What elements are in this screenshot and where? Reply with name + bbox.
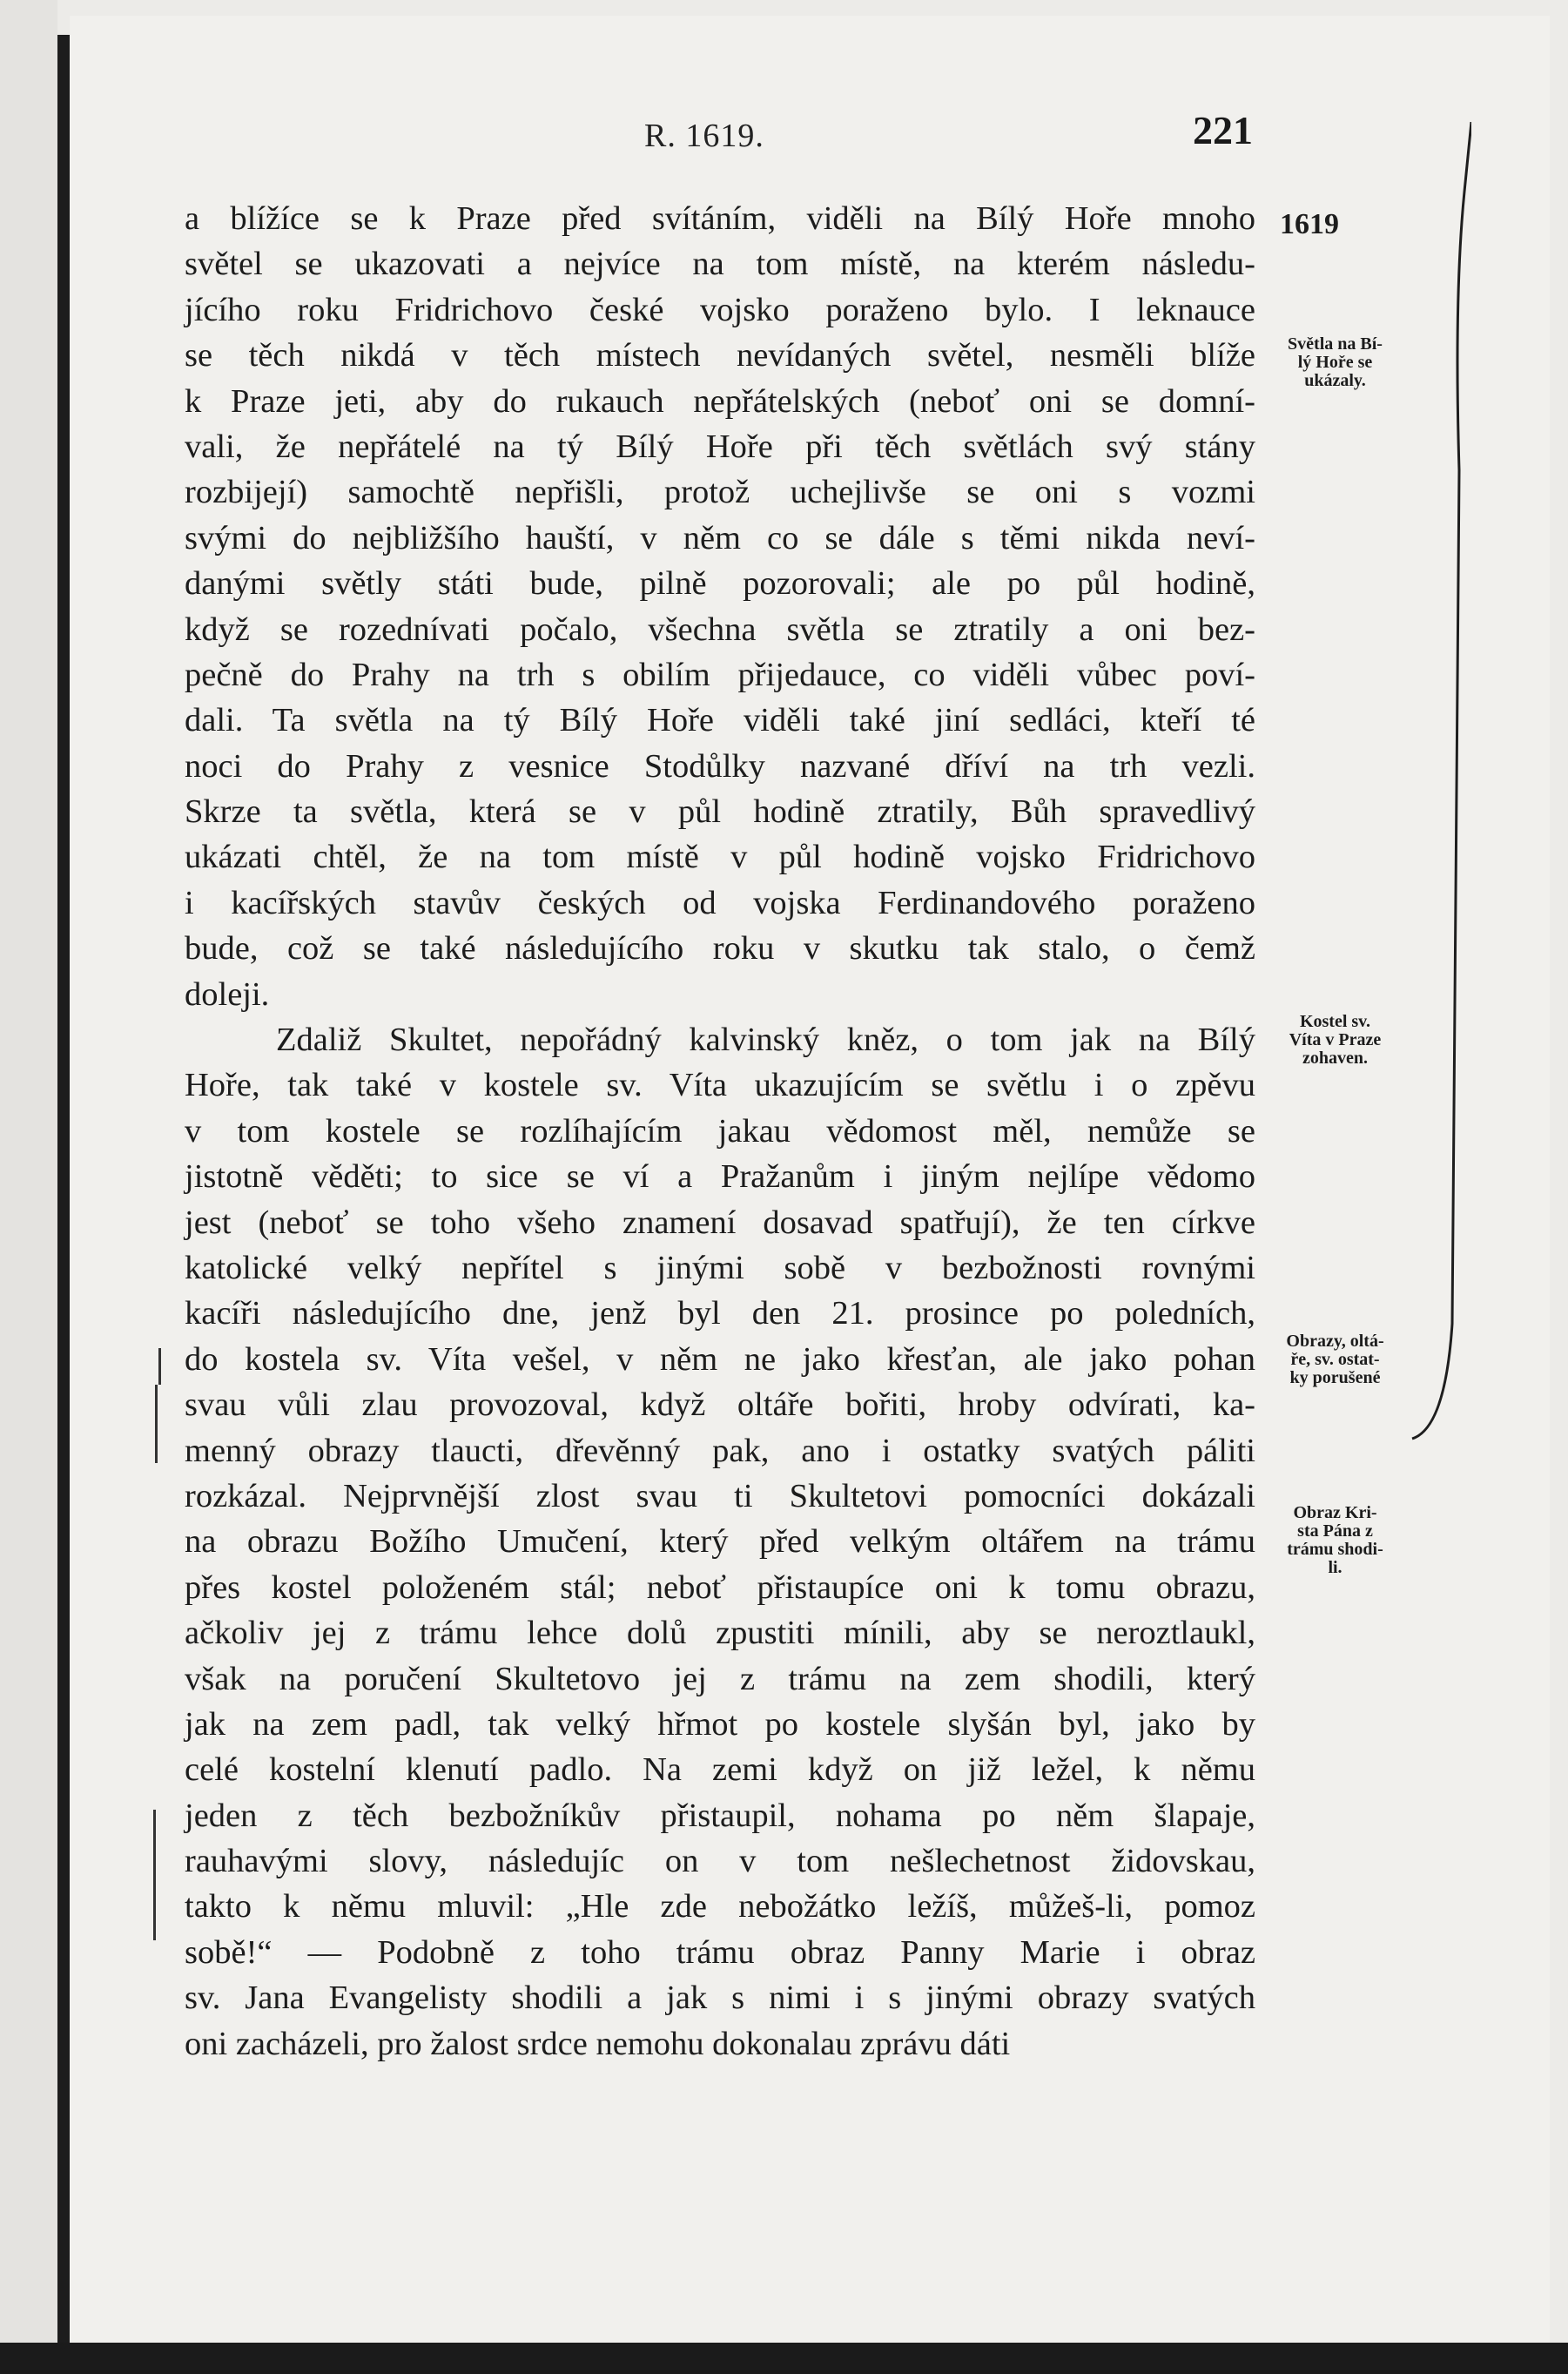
running-head: R. 1619.: [644, 118, 764, 154]
text-line: ačkoliv jej z trámu lehce dolů zpustiti mínili, aby se neroztlaukl,: [185, 1615, 1255, 1652]
text-line: danými světly státi bude, pilně pozorovali; ale po půl hodině,: [185, 565, 1255, 603]
pencil-mark: [158, 1348, 161, 1385]
text-line: jest (neboť se toho všeho znamení dosavad spatřují), že ten církve: [185, 1204, 1255, 1241]
text-line: Hoře, tak také v kostele sv. Víta ukazujícím se světlu i o zpěvu: [185, 1067, 1255, 1104]
pencil-mark: [153, 1810, 156, 1940]
page-header: [0, 103, 1568, 164]
body-text: [185, 196, 1255, 2067]
text-line: i kacířských stavův českých od vojska Ferdinandového poraženo: [185, 884, 1255, 921]
text-line: celé kostelní klenutí padlo. Na zemi když on již ležel, k němu: [185, 1751, 1255, 1789]
margin-note-church: Kostel sv. Víta v Praze zohaven.: [1289, 1012, 1382, 1068]
binding-gutter: [57, 35, 70, 2351]
text-line: svými do nejbližšího hauští, v něm co se dále s těmi nikda neví-: [185, 519, 1255, 556]
text-line: pečně do Prahy na trh s obilím přijedauce, co viděli vůbec poví-: [185, 656, 1255, 693]
text-line: vali, že nepřátelé na tý Bílý Hoře při těch světlách svý stány: [185, 428, 1255, 465]
text-line: jeden z těch bezbožníkův přistaupil, nohama po něm šlapaje,: [185, 1797, 1255, 1834]
text-line: se těch nikdá v těch místech nevídaných světel, nesměli blíže: [185, 337, 1255, 374]
text-line: jistotně věděti; to sice se ví a Pražanům i jiným nejlípe vědomo: [185, 1158, 1255, 1196]
facing-page-edge: [0, 0, 57, 2374]
text-line: do kostela sv. Víta vešel, v něm ne jako křesťan, ale jako pohan: [185, 1340, 1255, 1378]
margin-note-lights: Světla na Bí- lý Hoře se ukázaly.: [1288, 334, 1383, 390]
text-line: takto k němu mluvil: „Hle zde nebožátko ležíš, můžeš-li, pomoz: [185, 1888, 1255, 1926]
text-line: rozkázal. Nejprvnější zlost svau ti Skultetovi pomocníci dokázali: [185, 1477, 1255, 1514]
margin-note-images: Obrazy, oltá- ře, sv. ostat- ky porušené: [1286, 1332, 1384, 1387]
text-line: rauhavými slovy, následujíc on v tom nešlechetnost židovskau,: [185, 1843, 1255, 1880]
text-line: Skrze ta světla, která se v půl hodině ztratily, Bůh spravedlivý: [185, 793, 1255, 831]
text-line: Zdaliž Skultet, nepořádný kalvinský kněz, o tom jak na Bílý: [276, 1022, 1255, 1059]
text-line: kacíři následujícího dne, jenž byl den 21. prosince po poledních,: [185, 1295, 1255, 1332]
text-line: přes kostel položeném stál; neboť přistaupíce oni k tomu obrazu,: [185, 1568, 1255, 1606]
pencil-mark: [155, 1385, 158, 1463]
margin-bracket-line: [1410, 122, 1471, 1446]
text-line: jícího roku Fridrichovo české vojsko poraženo bylo. I leknauce: [185, 291, 1255, 328]
text-line: doleji.: [185, 975, 270, 1013]
text-line: a blížíce se k Praze před svítáním, viděli na Bílý Hoře mnoho: [185, 200, 1255, 237]
text-line: bude, což se také následujícího roku v skutku tak stalo, o čemž: [185, 930, 1255, 968]
margin-note-crucifix: Obraz Kri- sta Pána z trámu shodi- li.: [1287, 1503, 1383, 1577]
text-line: však na poručení Skultetovo jej z trámu na zem shodili, který: [185, 1660, 1255, 1697]
text-line: svau vůli zlau provozoval, když oltáře bořiti, hroby odvírati, ka-: [185, 1386, 1255, 1424]
text-line: oni zacházeli, pro žalost srdce nemohu dokonalau zprávu dáti: [185, 2025, 1011, 2062]
scan-bottom-edge: [0, 2343, 1568, 2374]
text-line: na obrazu Božího Umučení, který před velkým oltářem na trámu: [185, 1523, 1255, 1561]
text-line: rozbijejí) samochtě nepřišli, protož uchejlivše se oni s vozmi: [185, 474, 1255, 511]
text-line: sobě!“ — Podobně z toho trámu obraz Panny Marie i obraz: [185, 1933, 1255, 1971]
text-line: ukázati chtěl, že na tom místě v půl hodině vojsko Fridrichovo: [185, 839, 1255, 876]
page-number: 221: [1193, 108, 1253, 152]
text-line: menný obrazy tlaucti, dřevěnný pak, ano i ostatky svatých páliti: [185, 1432, 1255, 1469]
text-line: v tom kostele se rozlíhajícím jakau vědomost měl, nemůže se: [185, 1112, 1255, 1150]
text-line: jak na zem padl, tak velký hřmot po kostele slyšán byl, jako by: [185, 1705, 1255, 1743]
text-line: katolické velký nepřítel s jinými sobě v bezbožnosti rovnými: [185, 1249, 1255, 1286]
text-line: k Praze jeti, aby do rukauch nepřátelských (neboť oni se domní-: [185, 382, 1255, 420]
text-line: noci do Prahy z vesnice Stodůlky nazvané dříví na trh vezli.: [185, 747, 1255, 785]
text-line: sv. Jana Evangelisty shodili a jak s nimi i s jinými obrazy svatých: [185, 1979, 1255, 2017]
text-line: když se rozednívati počalo, všechna světla se ztratily a oni bez-: [185, 610, 1255, 648]
text-line: světel se ukazovati a nejvíce na tom místě, na kterém následu-: [185, 246, 1255, 283]
margin-note-year: 1619: [1280, 208, 1339, 240]
text-line: dali. Ta světla na tý Bílý Hoře viděli také jiní sedláci, kteří té: [185, 702, 1255, 739]
